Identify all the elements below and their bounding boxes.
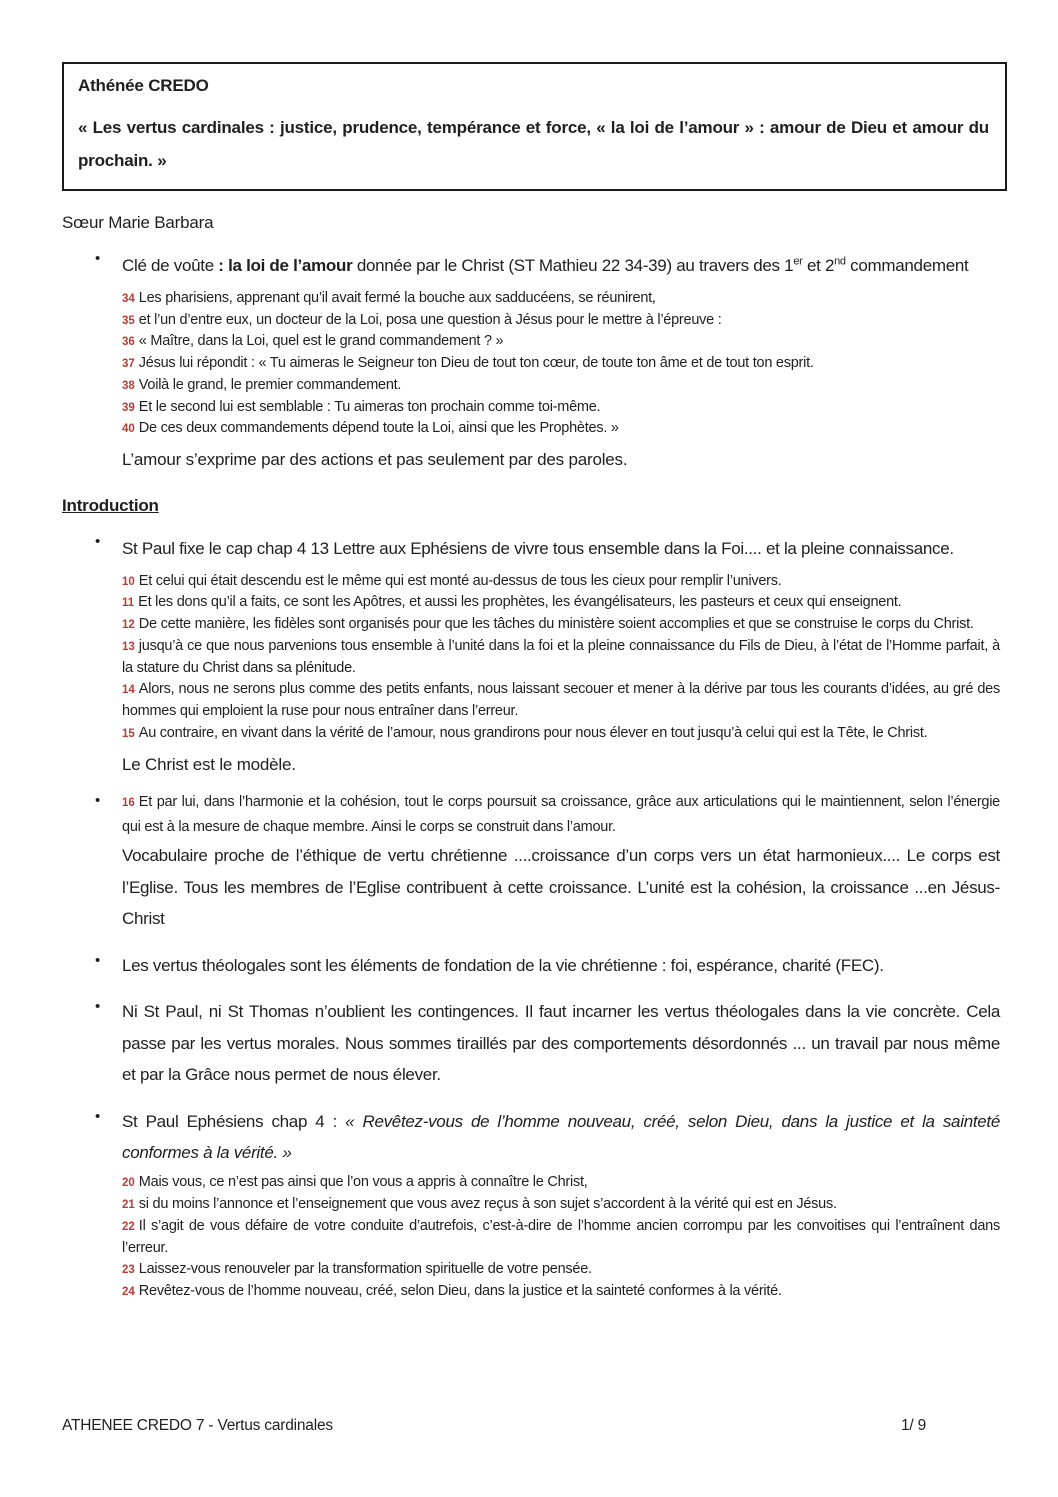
verse-number: 10: [122, 575, 135, 588]
verse-line: [122, 571, 1000, 593]
verse-line: [122, 418, 1000, 440]
text-segment-italic: « Revêtez-vous de l’homme nouveau, créé, selon Dieu, dans la justice et la sainteté conformes à la vérité. »: [122, 1111, 1001, 1162]
verse-number: 40: [122, 423, 135, 436]
document-subtitle: « Les vertus cardinales : justice, prudence, tempérance et force, « la loi de l’amour » : amour de Dieu et amour du prochain. »: [78, 117, 989, 170]
footer-title: ATHENEE CREDO 7 - Vertus cardinales: [62, 1417, 333, 1434]
text-segment: Clé de voûte: [122, 256, 219, 276]
verse-text: Et le second lui est semblable : Tu aimeras ton prochain comme toi-même.: [138, 398, 601, 415]
bullet-text: Les vertus théologales sont les éléments de fondation de la vie chrétienne : foi, espérance, charité (FEC).: [122, 955, 884, 975]
verse-number: 22: [122, 1220, 135, 1233]
author-line: Sœur Marie Barbara: [62, 213, 214, 233]
verse-line: [122, 1281, 1000, 1303]
text-segment: St Paul Ephésiens chap 4 :: [122, 1111, 346, 1131]
bullet-item-st-paul-cap: [62, 531, 1000, 567]
verse-number: 35: [122, 314, 135, 327]
text-segment: donnée par le Christ (ST Mathieu 22 34-39) au travers des 1: [352, 256, 794, 276]
bullet-item-vertus-theologales: [62, 950, 1000, 981]
verse-line: [122, 331, 1000, 353]
verse-number: 37: [122, 358, 135, 371]
verse-text: Les pharisiens, apprenant qu’il avait fermé la bouche aux sadducéens, se réunirent,: [138, 289, 656, 306]
verse-number: 23: [122, 1264, 135, 1277]
verse-number: 36: [122, 336, 135, 349]
verse-line: [122, 1172, 1000, 1194]
verse-text: si du moins l’annonce et l’enseignement que vous avez reçus à son sujet s’accordent à la vérité qui est en Jésus.: [138, 1196, 837, 1213]
verse-line: [122, 614, 1000, 636]
superscript: nd: [834, 255, 846, 268]
bullet-text: Ni St Paul, ni St Thomas n’oublient les contingences. Il faut incarner les vertus théologales dans la vie concrète. Cela passe par les vertus morales. Nous sommes tiraillés par des comportements désordonnés ... un travail par nous même et par la Grâce nous permet de nous élever.: [122, 1002, 1000, 1085]
bullet-item-ephesiens-quote: [62, 1106, 1000, 1169]
bullet-icon: •: [95, 998, 101, 1016]
matthew-verse-block: [122, 288, 1000, 440]
verse-text: Au contraire, en vivant dans la vérité de l’amour, nous grandirons pour nous élever en tout jusqu’à celui qui est la Tête, le Christ.: [138, 724, 928, 741]
verse-line: [122, 310, 1000, 332]
text-segment: commandement: [845, 256, 969, 276]
verse-text: Mais vous, ce n’est pas ainsi que l’on vous a appris à connaître le Christ,: [138, 1174, 588, 1191]
verse-line: [122, 790, 1000, 841]
verse-number: 11: [122, 597, 135, 610]
verse-text: Il s’agit de vous défaire de votre conduite d’autrefois, c’est-à-dire de l’homme ancien corrompu par les convoitises qui l’entraînent dans l’erreur.: [122, 1217, 1000, 1256]
text-segment-bold: : la loi de l’amour: [218, 256, 353, 276]
verse-number: 21: [122, 1199, 135, 1212]
bullet-item-cle-de-voute: [62, 248, 1000, 284]
verse-line: [122, 592, 1000, 614]
page-footer: [62, 1417, 926, 1435]
verse-line: [122, 288, 1000, 310]
verse-number: 24: [122, 1286, 135, 1299]
verse-text: Alors, nous ne serons plus comme des petits enfants, nous laissant secouer et mener à la dérive par tous les courants d’idées, au gré des hommes qui emploient la ruse pour nous entraîner dans l’erreur.: [122, 681, 1000, 720]
verse-line: [122, 679, 1000, 723]
ephesians-4-10-15-verse-block: [122, 571, 1000, 745]
bullet-icon: •: [95, 951, 101, 969]
bullet-icon: •: [95, 250, 101, 268]
verse-text: De cette manière, les fidèles sont organisés pour que les tâches du ministère soient accomplies et que se construise le corps du Christ.: [138, 616, 974, 633]
verse-text: et l’un d’entre eux, un docteur de la Loi, posa une question à Jésus pour le mettre à l’épreuve :: [138, 311, 722, 328]
bullet-text: [122, 1106, 1000, 1169]
bullet-text: St Paul fixe le cap chap 4 13 Lettre aux Ephésiens de vivre tous ensemble dans la Foi.... et la pleine connaissance.: [122, 539, 954, 559]
bullet-item-verse-16: [62, 790, 1000, 935]
verse-number: 13: [122, 640, 135, 653]
verse-text: Jésus lui répondit : « Tu aimeras le Seigneur ton Dieu de tout ton cœur, de toute ton âme et de tout ton esprit.: [138, 355, 814, 372]
verse-number: 34: [122, 292, 135, 305]
verse-line: [122, 1194, 1000, 1216]
verse-number: 20: [122, 1177, 135, 1190]
header-box: [62, 62, 1007, 191]
document-title: Athénée CREDO: [78, 76, 209, 95]
verse-number: 16: [122, 796, 135, 809]
verse-line: [122, 1259, 1000, 1281]
verse-text: jusqu’à ce que nous parvenions tous ensemble à l’unité dans la foi et la pleine connaissance du Fils de Dieu, à l’état de l’Homme parfait, à la stature du Christ dans sa plénitude.: [122, 637, 1000, 676]
verse-line: [122, 397, 1000, 419]
verse-number: 38: [122, 379, 135, 392]
verse-line: [122, 1216, 1000, 1260]
note-amour: L’amour s’exprime par des actions et pas seulement par des paroles.: [122, 450, 628, 470]
verse-text: « Maître, dans la Loi, quel est le grand commandement ? »: [138, 333, 504, 350]
ephesians-4-20-24-verse-block: [122, 1172, 1000, 1303]
superscript: er: [793, 255, 803, 268]
text-segment: et 2: [802, 256, 835, 276]
verse-line: [122, 636, 1000, 680]
note-christ-modele: Le Christ est le modèle.: [122, 754, 296, 774]
bullet-item-ni-st-paul: [62, 996, 1000, 1090]
verse-number: 39: [122, 401, 135, 414]
bullet-text: [122, 248, 1000, 284]
bullet-icon: •: [95, 791, 101, 809]
verse-number: 15: [122, 727, 135, 740]
page-number: 1/ 9: [900, 1417, 926, 1434]
verse-text: Revêtez-vous de l’homme nouveau, créé, selon Dieu, dans la justice et la sainteté conformes à la vérité.: [138, 1283, 782, 1300]
verse-text: Et par lui, dans l’harmonie et la cohésion, tout le corps poursuit sa croissance, grâce aux articulations qui le maintiennent, selon l’énergie qui est à la mesure de chaque membre. Ainsi le corps se construit dans l’amour.: [122, 793, 1000, 836]
bullet-icon: •: [95, 1107, 101, 1125]
bullet-icon: •: [95, 533, 101, 551]
verse-line: [122, 375, 1000, 397]
section-heading-introduction: Introduction: [62, 496, 159, 516]
verse-line: [122, 723, 1000, 745]
verse-number: 12: [122, 619, 135, 632]
verse-number: 14: [122, 684, 135, 697]
vocabulaire-paragraph: Vocabulaire proche de l’éthique de vertu chrétienne ....croissance d’un corps vers un état harmonieux.... Le corps est l’Eglise. Tous les membres de l’Eglise contribuent à cette croissance. L’unité est la cohésion, la croissance ...en Jésus-Christ: [122, 846, 1000, 929]
verse-line: [122, 353, 1000, 375]
verse-text: Voilà le grand, le premier commandement.: [138, 376, 402, 393]
bullet-text: [122, 790, 1000, 935]
verse-text: Et celui qui était descendu est le même qui est monté au-dessus de tous les cieux pour remplir l’univers.: [138, 572, 782, 589]
verse-text: Et les dons qu’il a faits, ce sont les Apôtres, et aussi les prophètes, les évangélisateurs, les pasteurs et ceux qui enseignent.: [138, 594, 902, 611]
verse-text: Laissez-vous renouveler par la transformation spirituelle de votre pensée.: [138, 1261, 592, 1278]
verse-text: De ces deux commandements dépend toute la Loi, ainsi que les Prophètes. »: [138, 420, 619, 437]
